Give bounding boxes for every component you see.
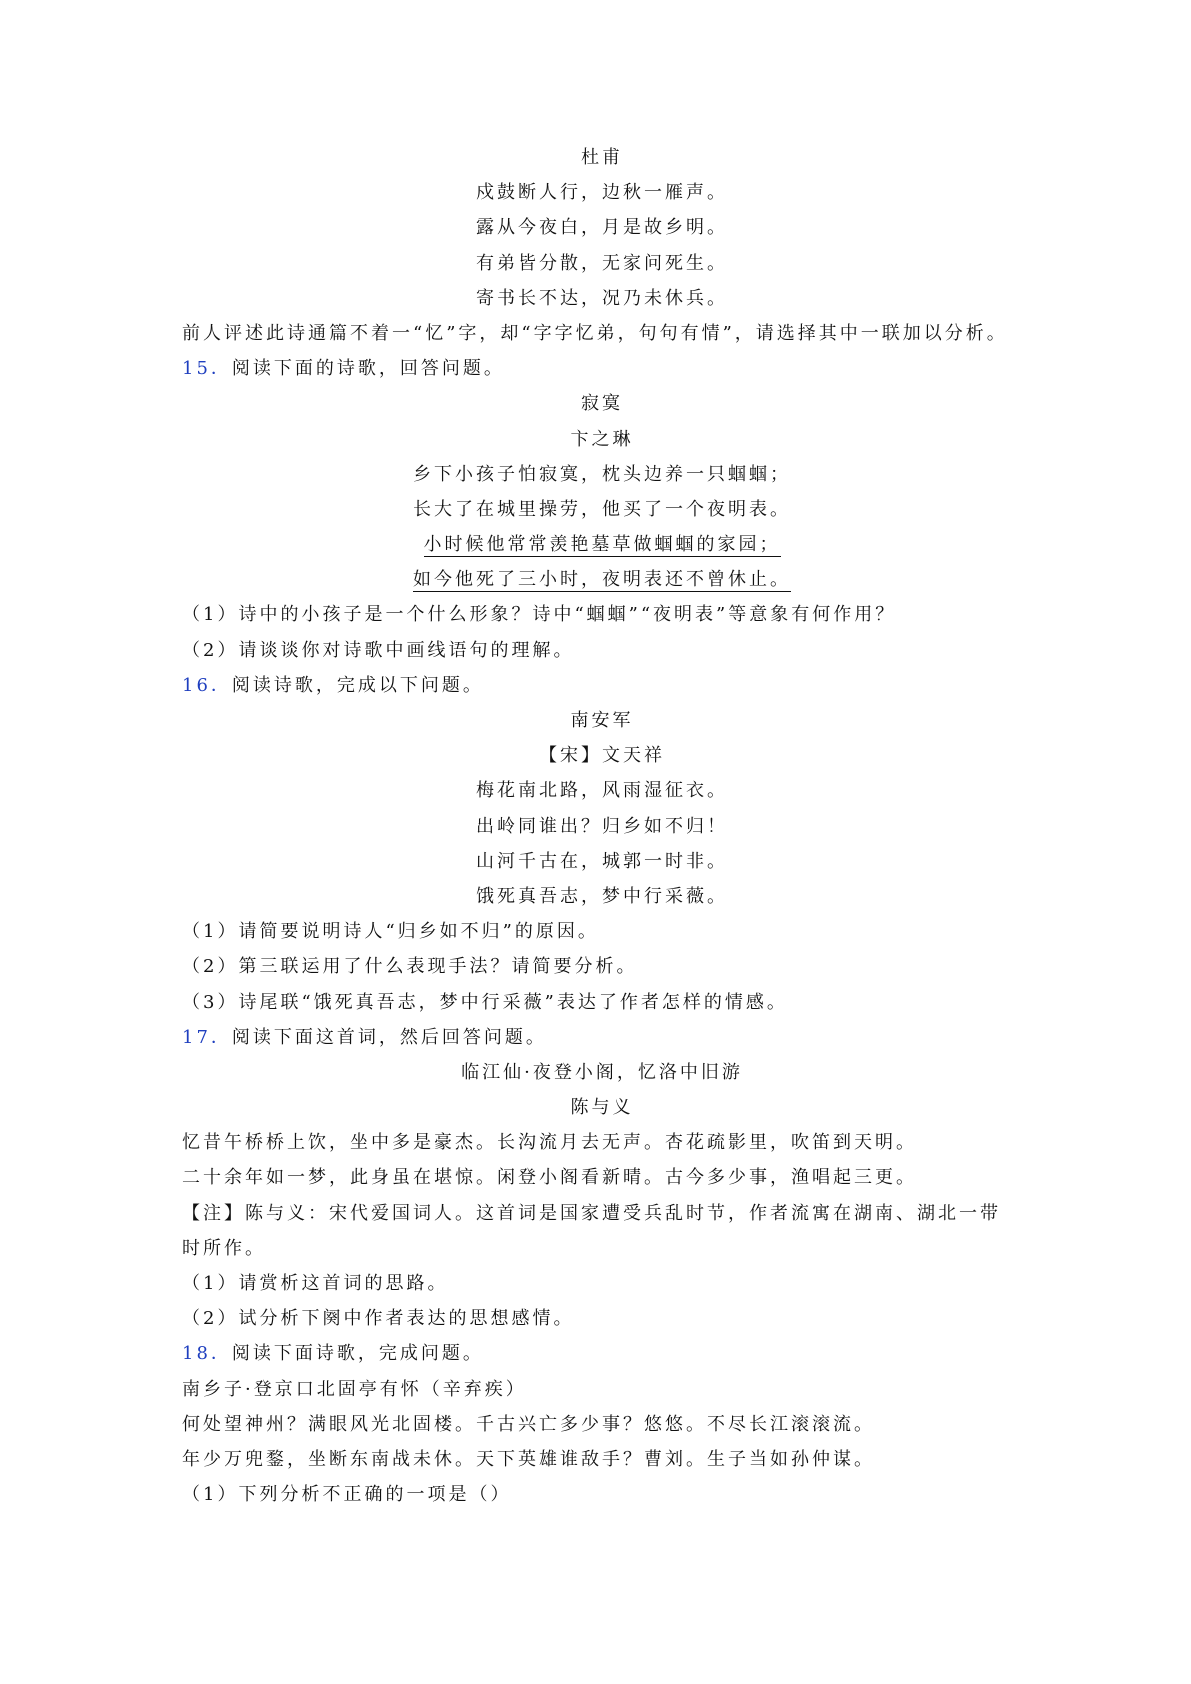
poem-line: 出岭同谁出？归乡如不归！ bbox=[476, 815, 728, 837]
poem-title: 寂寞 bbox=[581, 393, 623, 415]
sub-question: （3）诗尾联“饿死真吾志，梦中行采薇”表达了作者怎样的情感。 bbox=[182, 991, 788, 1013]
sub-question: （2）请谈谈你对诗歌中画线语句的理解。 bbox=[182, 639, 575, 661]
poem-author: 【宋】文天祥 bbox=[539, 745, 665, 767]
underlined-text: 小时候他常常羡艳墓草做蝈蝈的家园； bbox=[423, 534, 781, 556]
question-header bbox=[182, 1020, 1022, 1055]
poem-line: 戍鼓断人行，边秋一雁声。 bbox=[476, 182, 728, 204]
document-content bbox=[182, 140, 1022, 1512]
note-text: 【注】陈与义：宋代爱国词人。这首词是国家遭受兵乱时节，作者流寓在湖南、湖北一带 bbox=[182, 1202, 1001, 1224]
sub-question: （1）诗中的小孩子是一个什么形象？诗中“蝈蝈”“夜明表”等意象有何作用？ bbox=[182, 604, 897, 626]
poem-line-underlined bbox=[182, 562, 1022, 597]
sub-question: （1）下列分析不正确的一项是（） bbox=[182, 1484, 512, 1506]
poem-line: 年少万兜鍪，坐断东南战未休。天下英雄谁敌手？曹刘。生子当如孙仲谋。 bbox=[182, 1448, 875, 1470]
sub-question: （2）第三联运用了什么表现手法？请简要分析。 bbox=[182, 956, 638, 978]
poem-author: 陈与义 bbox=[570, 1097, 634, 1119]
poem-line: 饿死真吾志，梦中行采薇。 bbox=[476, 885, 728, 907]
question-text: 前人评述此诗通篇不着一“忆”字，却“字字忆弟，句句有情”，请选择其中一联加以分析。 bbox=[182, 322, 1008, 344]
question-number: 15． bbox=[182, 358, 232, 380]
poem-title: 临江仙·夜登小阁，忆洛中旧游 bbox=[461, 1061, 743, 1083]
poem-line: 山河千古在，城郭一时非。 bbox=[476, 850, 728, 872]
poem-title: 南乡子·登京口北固亭有怀（辛弃疾） bbox=[182, 1378, 527, 1400]
note-text: 时所作。 bbox=[182, 1237, 266, 1259]
question-header bbox=[182, 351, 1022, 386]
question-prompt: 阅读诗歌，完成以下问题。 bbox=[231, 674, 484, 696]
sub-question: （1）请简要说明诗人“归乡如不归”的原因。 bbox=[182, 921, 599, 943]
poem-line: 有弟皆分散，无家问死生。 bbox=[476, 252, 728, 274]
poem-title: 南安军 bbox=[570, 710, 634, 731]
poem-line: 梅花南北路，风雨湿征衣。 bbox=[476, 780, 728, 802]
poem-line: 长大了在城里操劳，他买了一个夜明表。 bbox=[413, 498, 791, 520]
poem-line: 二十余年如一梦，此身虽在堪惊。闲登小阁看新晴。古今多少事，渔唱起三更。 bbox=[182, 1167, 917, 1189]
poem-line: 寄书长不达，况乃未休兵。 bbox=[476, 287, 728, 309]
question-header bbox=[182, 668, 1022, 703]
question-prompt: 阅读下面的诗歌，回答问题。 bbox=[231, 358, 505, 380]
sub-question: （1）请赏析这首词的思路。 bbox=[182, 1273, 449, 1294]
poem-author: 卞之琳 bbox=[570, 428, 634, 450]
question-number: 17． bbox=[182, 1026, 232, 1048]
underlined-text: 如今他死了三小时，夜明表还不曾休止。 bbox=[413, 569, 791, 591]
question-prompt: 阅读下面诗歌，完成问题。 bbox=[231, 1343, 484, 1365]
question-number: 16． bbox=[182, 674, 232, 696]
sub-question: （2）试分析下阕中作者表达的思想感情。 bbox=[182, 1308, 575, 1330]
poem-line: 何处望神州？满眼风光北固楼。千古兴亡多少事？悠悠。不尽长江滚滚流。 bbox=[182, 1413, 875, 1435]
question-header bbox=[182, 1336, 1022, 1371]
poem-line: 忆昔午桥桥上饮，坐中多是豪杰。长沟流月去无声。杏花疏影里，吹笛到天明。 bbox=[182, 1132, 917, 1154]
poem-line: 乡下小孩子怕寂寞，枕头边养一只蝈蝈； bbox=[413, 463, 791, 485]
poem-author: 杜甫 bbox=[581, 147, 623, 168]
question-prompt: 阅读下面这首词，然后回答问题。 bbox=[231, 1026, 547, 1048]
question-number: 18． bbox=[182, 1343, 232, 1365]
poem-line: 露从今夜白，月是故乡明。 bbox=[476, 217, 728, 239]
poem-line-underlined bbox=[182, 527, 1022, 562]
